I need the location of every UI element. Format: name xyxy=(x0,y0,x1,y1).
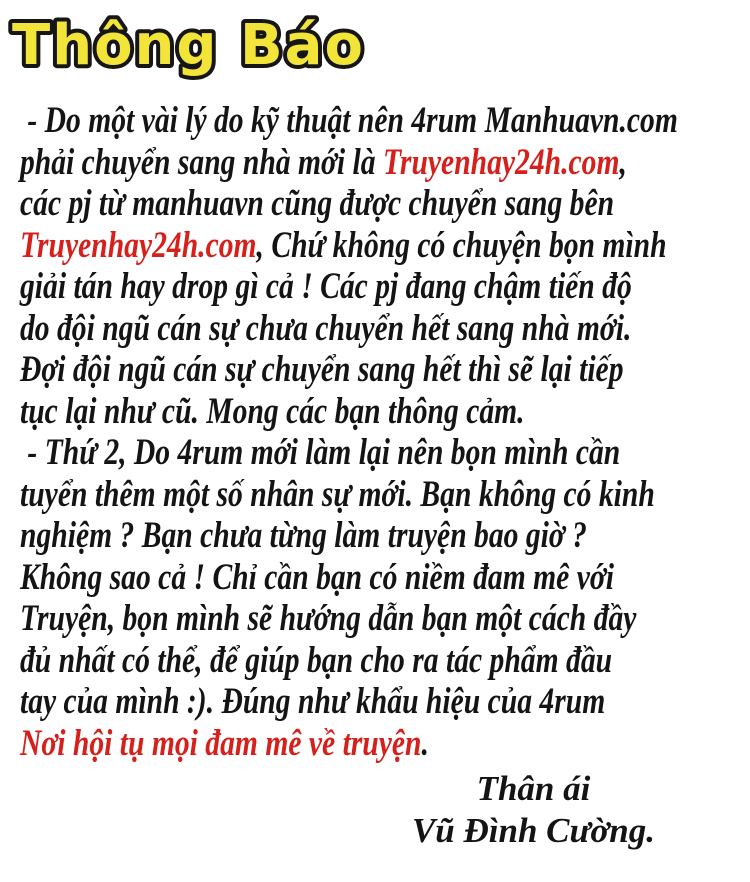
body-text: phải chuyển sang nhà mới là xyxy=(20,141,383,183)
announcement-body xyxy=(20,100,750,764)
body-line xyxy=(20,473,655,516)
body-line xyxy=(20,266,632,308)
page-title xyxy=(4,2,424,90)
body-text: tuyển thêm một số nhân sự mới. Bạn không có kinh xyxy=(20,473,655,515)
body-text: Đợi đội ngũ cán sự chuyển sang hết thì sẽ lại tiếp xyxy=(20,349,624,390)
body-line xyxy=(20,515,604,557)
title-text: Thông Báo xyxy=(12,13,365,78)
body-line xyxy=(20,183,615,225)
body-line xyxy=(20,100,678,142)
body-text: tục lại như cũ. Mong các bạn thông cảm. xyxy=(20,390,525,432)
body-text: - Thứ 2, Do 4rum mới làm lại nên bọn mình cần xyxy=(20,432,621,473)
body-text: . xyxy=(421,722,429,764)
signature-name: Vũ Đình Cường. xyxy=(411,811,655,850)
body-line xyxy=(20,723,604,765)
highlighted-text: Truyenhay24h.com xyxy=(382,141,620,183)
body-line xyxy=(20,681,604,723)
body-line xyxy=(20,141,627,184)
body-text: các pj từ manhuavn cũng được chuyển sang bên xyxy=(20,183,615,224)
highlighted-text: Truyenhay24h.com xyxy=(20,224,257,266)
body-text: , Chứ không có chuyện bọn mình xyxy=(256,224,667,266)
body-text: , xyxy=(619,141,627,183)
body-text: - Do một vài lý do kỹ thuật nên 4rum Manhuavn.com xyxy=(20,100,678,141)
body-line xyxy=(20,349,624,391)
body-line xyxy=(20,598,637,640)
title-bubble-text xyxy=(4,2,424,90)
body-text: giải tán hay drop gì cả ! Các pj đang chậm tiến độ xyxy=(20,266,632,307)
body-line xyxy=(20,307,632,350)
body-text: đủ nhất có thể, để giúp bạn cho ra tác phẩm đầu xyxy=(20,639,613,681)
body-line xyxy=(20,639,613,682)
body-line xyxy=(20,224,667,267)
body-text: do đội ngũ cán sự chưa chuyển hết sang nhà mới. xyxy=(20,307,632,349)
body-text: tay của mình :). Đúng như khẩu hiệu của 4rum xyxy=(20,681,606,722)
body-line xyxy=(20,391,604,433)
signature-block xyxy=(412,768,655,852)
signature-closing: Thân ái xyxy=(476,769,591,808)
highlighted-text: Nơi hội tụ mọi đam mê về truyện xyxy=(20,722,422,764)
body-text: Không sao cả ! Chỉ cần bạn có niềm đam mê với xyxy=(20,556,614,598)
body-line xyxy=(20,432,621,474)
body-line xyxy=(20,556,614,599)
body-text: Truyện, bọn mình sẽ hướng dẫn bạn một cách đầy xyxy=(20,598,637,639)
body-text: nghiệm ? Bạn chưa từng làm truyện bao giờ ? xyxy=(20,515,587,556)
